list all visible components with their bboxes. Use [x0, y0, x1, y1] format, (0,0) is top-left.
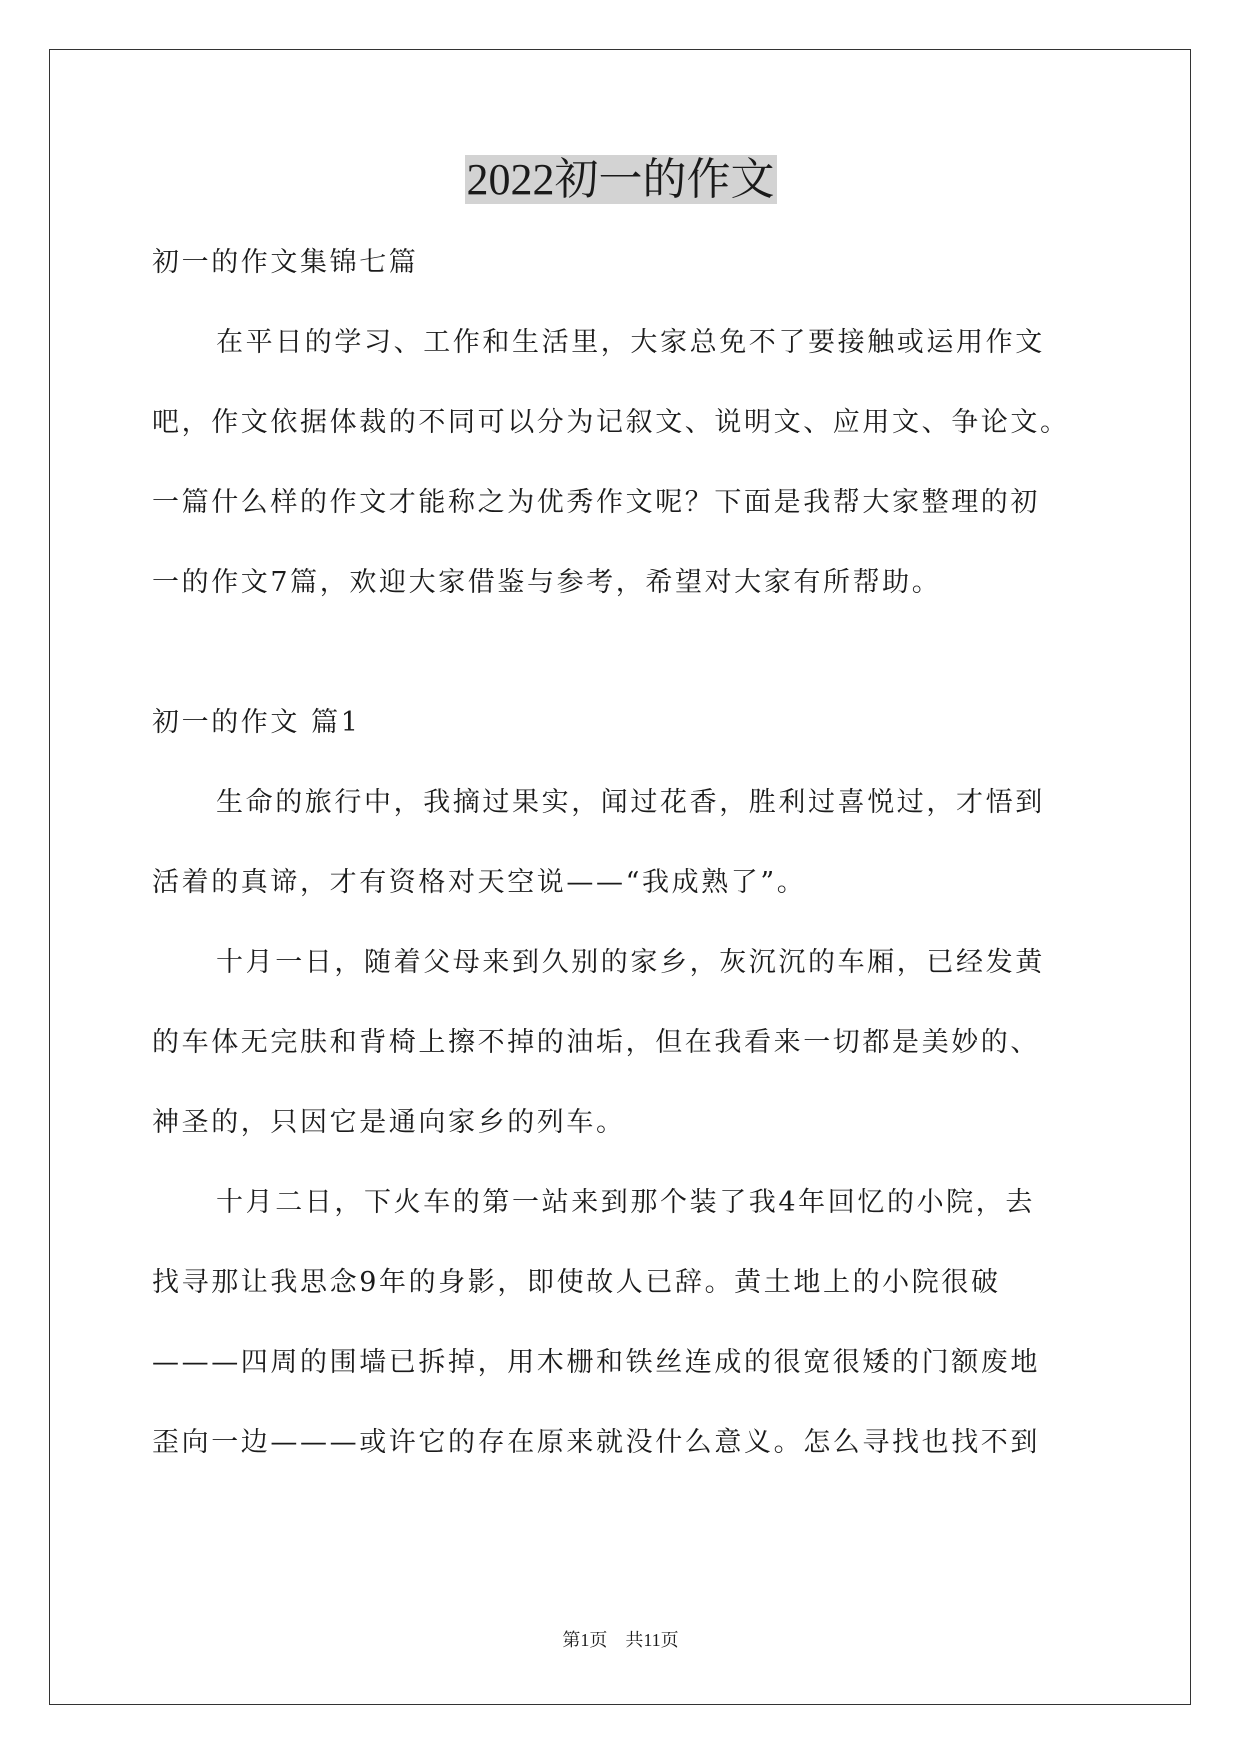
paragraph-line: 十月二日，下火车的第一站来到那个装了我4年回忆的小院，去: [216, 1187, 1035, 1218]
paragraph-line: 的车体无完肤和背椅上擦不掉的油垢，但在我看来一切都是美妙的、: [152, 1027, 1040, 1058]
paragraph-line: 十月一日，随着父母来到久别的家乡，灰沉沉的车厢，已经发黄: [216, 947, 1045, 978]
paragraph-line: 神圣的，只因它是通向家乡的列车。: [152, 1107, 626, 1138]
paragraph-line: 生命的旅行中，我摘过果实，闻过花香，胜利过喜悦过，才悟到: [216, 787, 1045, 818]
paragraph-line: 活着的真谛，才有资格对天空说——“我成熟了”。: [152, 867, 807, 898]
collection-subtitle: 初一的作文集锦七篇: [152, 247, 419, 278]
page-number: 第1页 共11页: [562, 1630, 679, 1650]
document-title: 2022初一的作文: [466, 155, 775, 204]
section-heading: 初一的作文 篇1: [152, 707, 361, 738]
intro-line: 在平日的学习、工作和生活里，大家总免不了要接触或运用作文: [216, 327, 1045, 358]
intro-line: 一篇什么样的作文才能称之为优秀作文呢？下面是我帮大家整理的初: [152, 487, 1040, 518]
intro-line: 吧，作文依据体裁的不同可以分为记叙文、说明文、应用文、争论文。: [152, 407, 1070, 438]
paragraph-line: ———四周的围墙已拆掉，用木栅和铁丝连成的很宽很矮的门额废地: [152, 1347, 1040, 1378]
paragraph-line: 歪向一边———或许它的存在原来就没什么意义。怎么寻找也找不到: [152, 1427, 1040, 1458]
paragraph-line: 找寻那让我思念9年的身影，即使故人已辞。黄土地上的小院很破: [152, 1267, 1001, 1298]
intro-line: 一的作文7篇，欢迎大家借鉴与参考，希望对大家有所帮助。: [152, 567, 942, 598]
